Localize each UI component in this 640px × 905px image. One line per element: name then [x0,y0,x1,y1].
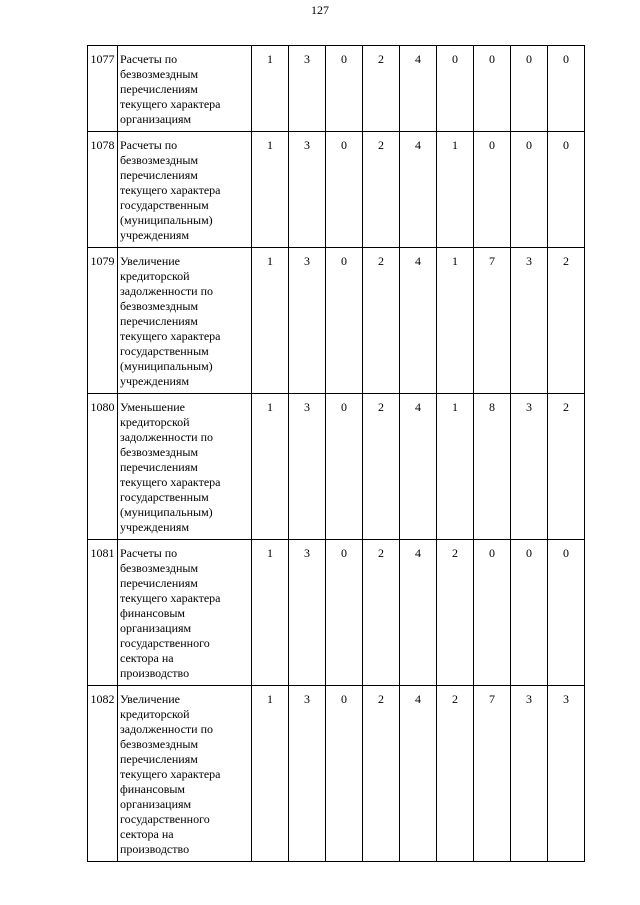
table-row [88,132,585,248]
description-line: текущего характера [120,183,221,197]
code-digit: 3 [289,248,326,394]
description-line: Увеличение [120,254,181,268]
description-line: учреждениям [120,520,190,534]
description-line: учреждениям [120,374,190,388]
code-digit: 3 [289,686,326,862]
code-digit: 2 [437,686,474,862]
description-line: кредиторской [120,415,190,429]
page-number: 127 [311,3,329,17]
description-line: текущего характера [120,475,221,489]
row-number: 1077 [88,46,118,132]
table-body [88,46,585,862]
description-line: безвозмездным [120,737,199,751]
description-line: (муниципальным) [120,359,213,373]
code-digit: 2 [363,394,400,540]
description-line: организациям [120,112,192,126]
code-digit: 1 [252,394,289,540]
code-digit: 4 [400,540,437,686]
description-line: перечислениям [120,752,198,766]
code-digit: 0 [326,248,363,394]
code-digit: 1 [252,686,289,862]
description-line: производство [120,666,190,680]
description-line: перечислениям [120,168,198,182]
code-digit: 0 [511,46,548,132]
code-digit: 4 [400,132,437,248]
code-digit: 2 [363,248,400,394]
code-digit: 1 [437,248,474,394]
description-line: (муниципальным) [120,213,213,227]
code-digit: 1 [252,46,289,132]
code-digit: 2 [548,248,585,394]
row-description [118,540,252,686]
description-line: организациям [120,797,192,811]
row-description [118,248,252,394]
code-digit: 0 [474,540,511,686]
description-line: текущего характера [120,591,221,605]
row-number: 1080 [88,394,118,540]
code-digit: 7 [474,248,511,394]
description-line: перечислениям [120,314,198,328]
description-line: кредиторской [120,707,190,721]
description-line: безвозмездным [120,153,199,167]
code-digit: 2 [363,540,400,686]
description-line: финансовым [120,782,186,796]
code-digit: 4 [400,394,437,540]
code-digit: 0 [548,46,585,132]
code-digit: 0 [326,46,363,132]
code-digit: 0 [437,46,474,132]
code-digit: 4 [400,248,437,394]
description-line: Уменьшение [120,400,185,414]
row-description [118,46,252,132]
description-line: Расчеты по [120,546,178,560]
row-number: 1079 [88,248,118,394]
description-line: задолженности по [120,284,214,298]
table-row [88,394,585,540]
description-line: текущего характера [120,97,221,111]
code-digit: 0 [326,394,363,540]
code-digit: 2 [363,686,400,862]
code-digit: 0 [548,540,585,686]
description-line: кредиторской [120,269,190,283]
code-digit: 0 [474,132,511,248]
table-row [88,686,585,862]
row-number: 1081 [88,540,118,686]
description-line: безвозмездным [120,299,199,313]
description-line: финансовым [120,606,186,620]
description-line: государственным [120,198,209,212]
code-digit: 8 [474,394,511,540]
code-digit: 3 [548,686,585,862]
code-digit: 0 [474,46,511,132]
description-line: (муниципальным) [120,505,213,519]
code-digit: 2 [437,540,474,686]
description-line: сектора на [120,651,174,665]
code-digit: 0 [326,686,363,862]
code-digit: 3 [289,394,326,540]
row-description [118,394,252,540]
code-digit: 0 [511,540,548,686]
code-digit: 1 [252,248,289,394]
row-number: 1078 [88,132,118,248]
description-line: задолженности по [120,722,214,736]
row-number: 1082 [88,686,118,862]
row-description [118,132,252,248]
classification-table [87,45,585,862]
description-line: производство [120,842,190,856]
description-line: государственным [120,344,209,358]
description-line: безвозмездным [120,67,199,81]
code-digit: 3 [289,46,326,132]
table-row [88,248,585,394]
description-line: государственного [120,636,210,650]
table-row [88,46,585,132]
description-line: безвозмездным [120,561,199,575]
code-digit: 1 [252,132,289,248]
description-line: задолженности по [120,430,214,444]
code-digit: 2 [363,46,400,132]
description-line: перечислениям [120,576,198,590]
code-digit: 3 [289,540,326,686]
description-line: организациям [120,621,192,635]
code-digit: 4 [400,46,437,132]
code-digit: 7 [474,686,511,862]
description-line: безвозмездным [120,445,199,459]
code-digit: 0 [511,132,548,248]
description-line: Расчеты по [120,138,178,152]
code-digit: 2 [363,132,400,248]
code-digit: 3 [511,248,548,394]
code-digit: 3 [289,132,326,248]
code-digit: 2 [548,394,585,540]
description-line: перечислениям [120,82,198,96]
description-line: Увеличение [120,692,181,706]
row-description [118,686,252,862]
description-line: государственным [120,490,209,504]
code-digit: 1 [252,540,289,686]
description-line: учреждениям [120,228,190,242]
description-line: перечислениям [120,460,198,474]
code-digit: 3 [511,686,548,862]
description-line: текущего характера [120,329,221,343]
code-digit: 4 [400,686,437,862]
code-digit: 0 [326,132,363,248]
code-digit: 0 [326,540,363,686]
code-digit: 1 [437,132,474,248]
description-line: Расчеты по [120,52,178,66]
description-line: текущего характера [120,767,221,781]
code-digit: 1 [437,394,474,540]
table-row [88,540,585,686]
description-line: сектора на [120,827,174,841]
code-digit: 0 [548,132,585,248]
code-digit: 3 [511,394,548,540]
description-line: государственного [120,812,210,826]
